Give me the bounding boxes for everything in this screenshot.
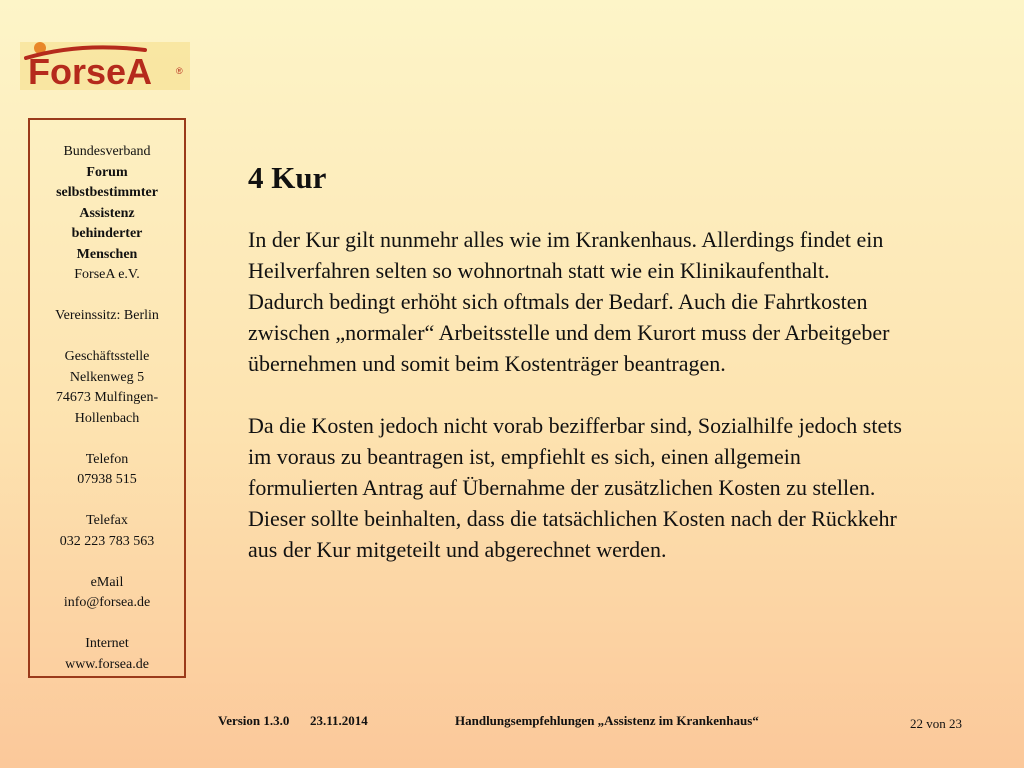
association-line: behinderter	[71, 226, 143, 241]
footer-version: Version 1.3.0	[218, 713, 290, 728]
slide-title: 4 Kur	[248, 160, 327, 195]
association-line: Forum	[86, 164, 128, 180]
office-label: Geschäftsstelle	[64, 349, 150, 364]
phone-label: Telefon	[85, 451, 129, 467]
body-paragraph: In der Kur gilt nunmehr alles wie im Krankenhaus. Allerdings findet ein Heilverfahren selten so wohnortnah statt wie ein Klinikaufenthalt. Dadurch bedingt erhöht sich oftmals der Bedarf. Auch die Fahrtkosten zwischen „normaler“ Arbeitsstelle und dem Kurort muss der Arbeitgeber übernehmen und somit beim Kostenträger beantragen.	[248, 227, 890, 376]
footer-date: 23.11.2014	[310, 713, 368, 728]
website-label: Internet	[85, 636, 129, 651]
forsea-logo-graphic	[20, 36, 190, 96]
phone-number: 07938 515	[77, 472, 137, 487]
association-line: Menschen	[76, 246, 138, 262]
association-line: selbstbestimmter	[56, 185, 158, 200]
fax-number: 032 223 783 563	[59, 533, 155, 549]
slide-content	[248, 158, 908, 596]
email-address: info@forsea.de	[63, 595, 151, 610]
footer-document-title: Handlungsempfehlungen „Assistenz im Krankenhaus“	[455, 713, 759, 728]
registered-seat: Vereinssitz: Berlin	[55, 308, 159, 323]
email-label: eMail	[90, 574, 124, 590]
registered-mark: ®	[176, 66, 183, 76]
website-address: www.forsea.de	[65, 656, 149, 672]
office-district: Hollenbach	[74, 410, 140, 426]
logo-text: ForseA	[28, 51, 153, 92]
association-line: Bundesverband	[63, 144, 151, 159]
office-street: Nelkenweg 5	[69, 369, 145, 385]
association-short-name: ForseA e.V.	[74, 267, 140, 282]
fax-label: Telefax	[86, 513, 128, 528]
association-line: Assistenz	[79, 205, 135, 221]
association-info-box	[28, 118, 186, 678]
forsea-logo	[20, 36, 190, 96]
office-city: 74673 Mulfingen-	[55, 390, 159, 405]
page-number: 22 von 23	[910, 716, 962, 731]
body-paragraph: Da die Kosten jedoch nicht vorab bezifferbar sind, Sozialhilfe jedoch stets im voraus zu beantragen ist, empfiehlt es sich, einen allgemein formulierten Antrag auf Übernahme der zusätzlichen Kosten zu stellen. Dieser sollte beinhalten, dass die tatsächlichen Kosten nach der Rückkehr aus der Kur mitgeteilt und abgerechnet werden.	[248, 413, 902, 562]
